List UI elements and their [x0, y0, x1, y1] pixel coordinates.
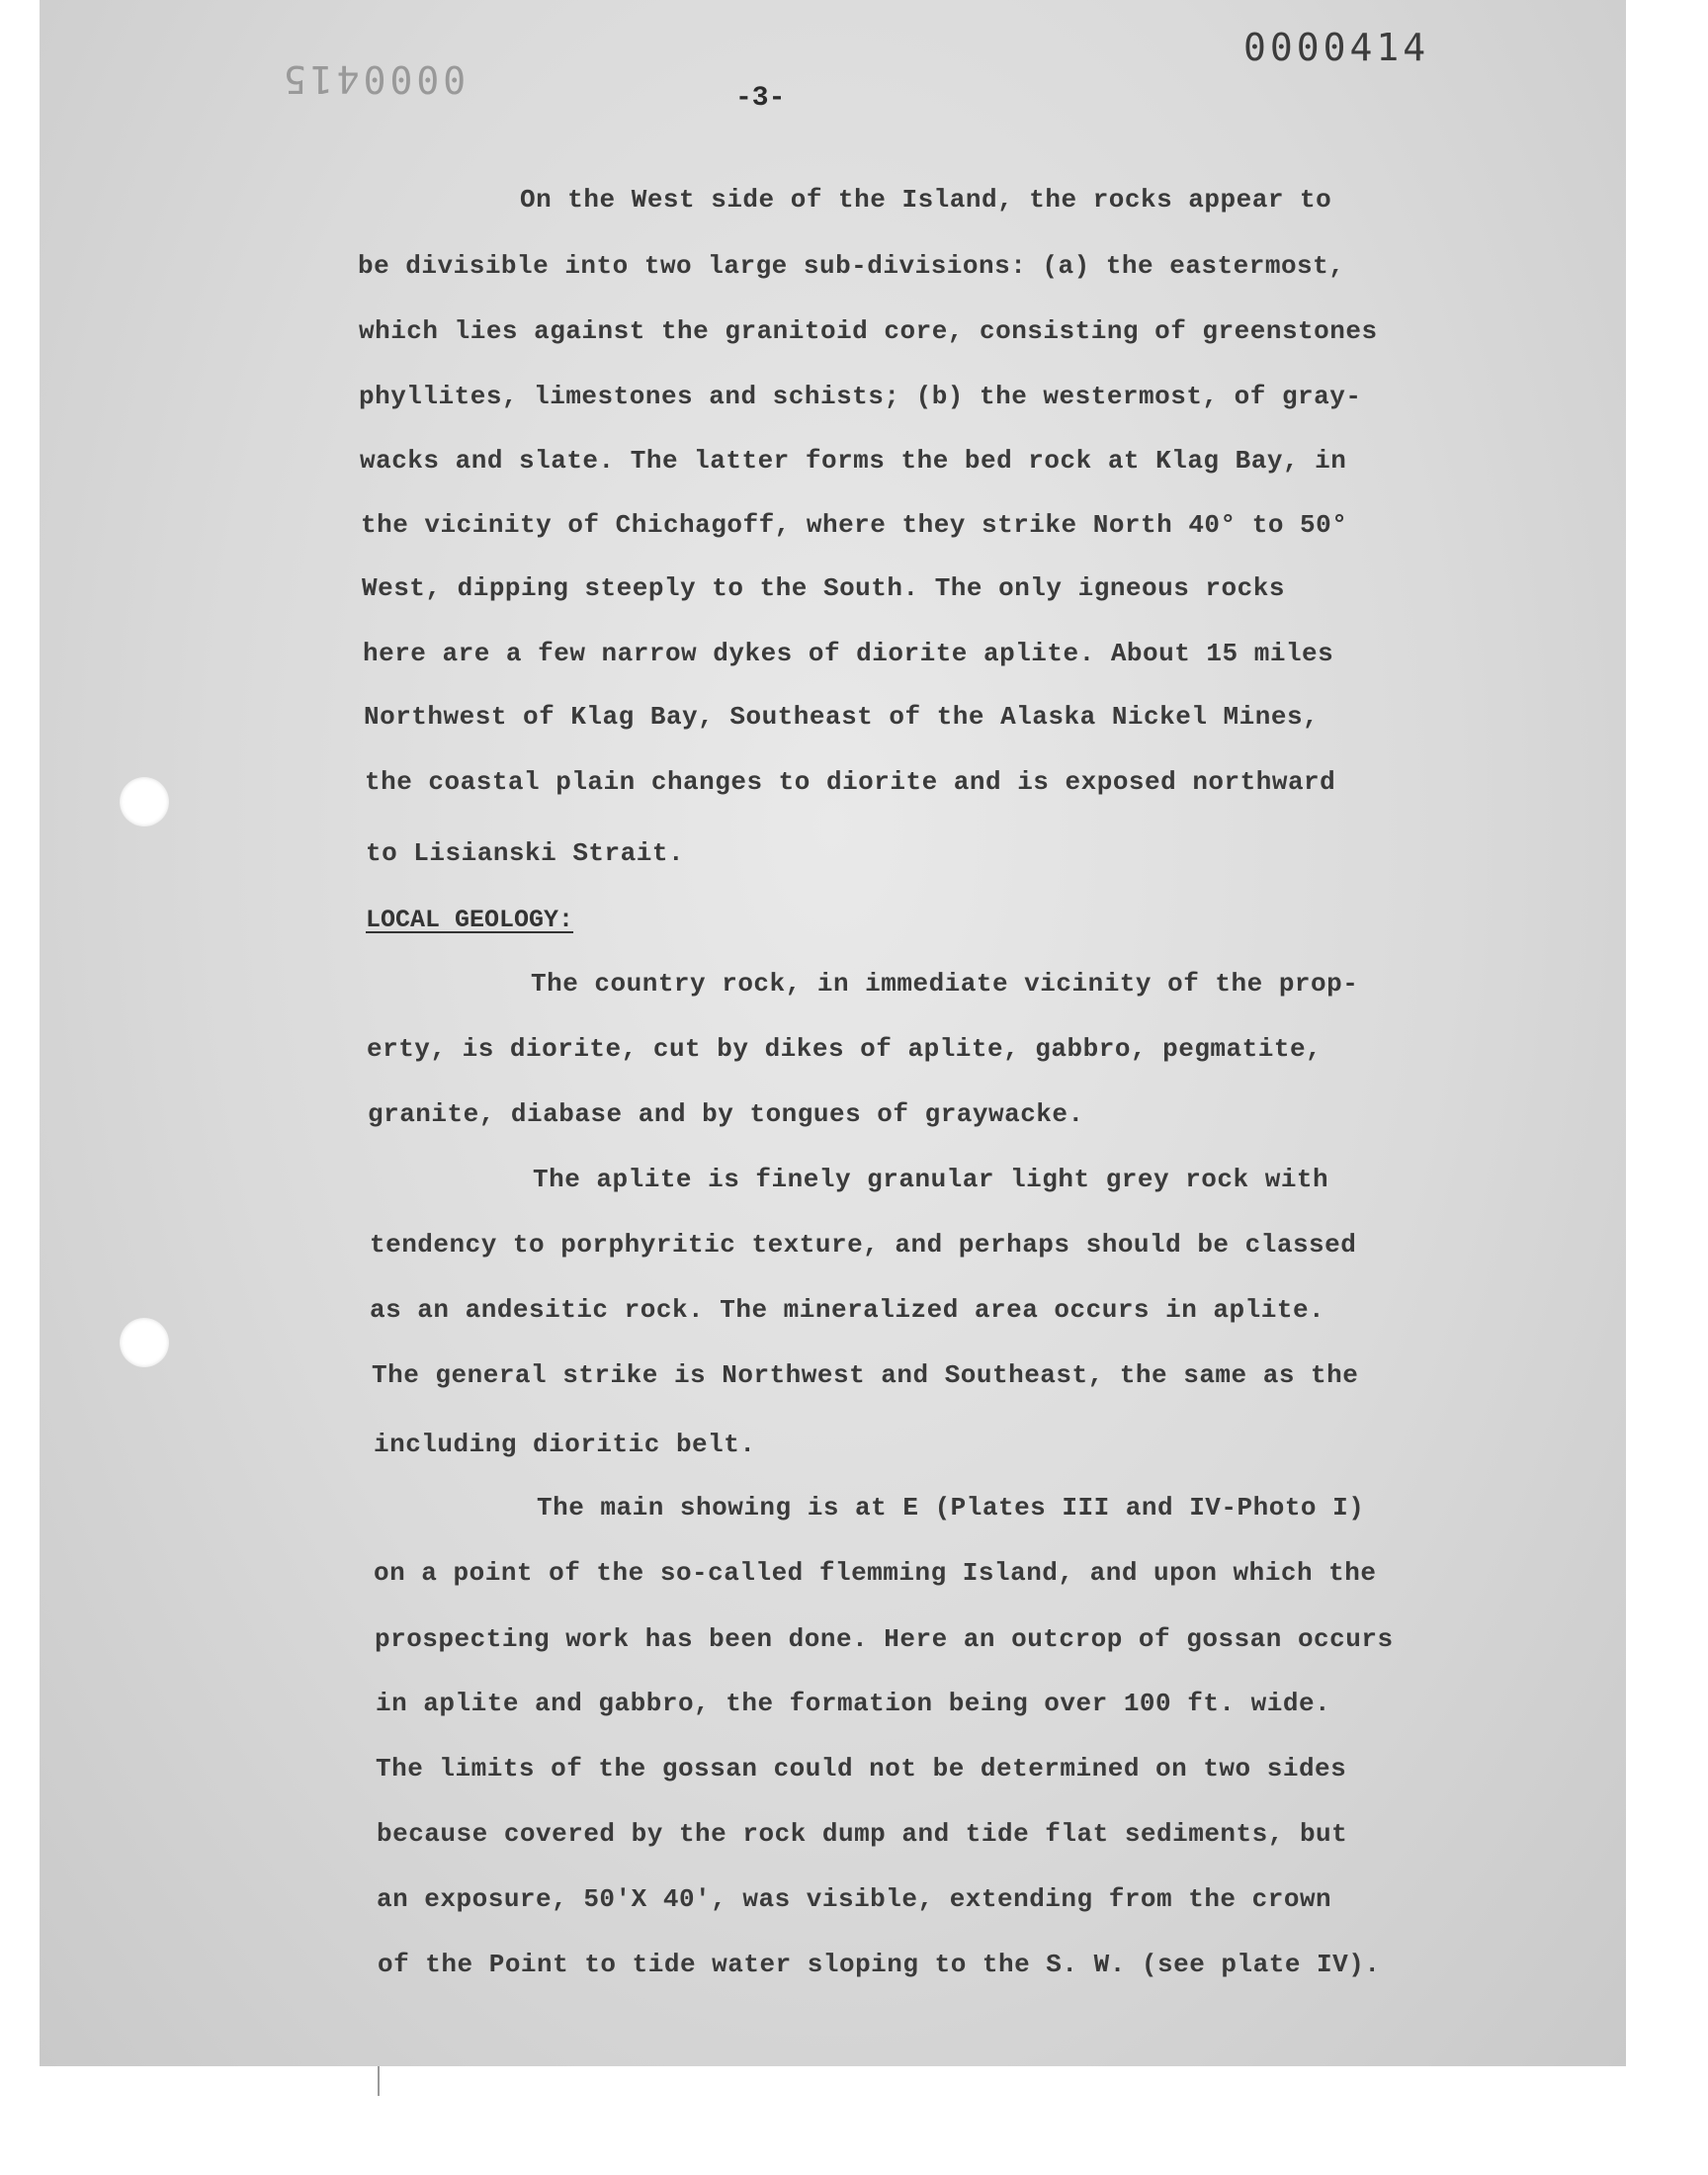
text-line: of the Point to tide water sloping to the S. W. (see plate IV).: [378, 1950, 1381, 1979]
text-line: tendency to porphyritic texture, and perhaps should be classed: [370, 1230, 1357, 1260]
text-line: the vicinity of Chichagoff, where they strike North 40° to 50°: [361, 510, 1348, 540]
text-line: West, dipping steeply to the South. The only igneous rocks: [362, 573, 1285, 603]
text-line: an exposure, 50'X 40', was visible, extending from the crown: [377, 1884, 1332, 1914]
text-line: Northwest of Klag Bay, Southeast of the Alaska Nickel Mines,: [364, 702, 1320, 732]
text-line: as an andesitic rock. The mineralized area occurs in aplite.: [370, 1295, 1325, 1325]
text-line: On the West side of the Island, the rocks appear to: [520, 185, 1332, 215]
text-line: granite, diabase and by tongues of graywacke.: [368, 1099, 1084, 1129]
text-line: be divisible into two large sub-divisions: (a) the eastermost,: [358, 251, 1345, 281]
text-line: phyllites, limestones and schists; (b) the westermost, of gray-: [359, 382, 1362, 411]
section-heading: LOCAL GEOLOGY:: [366, 906, 574, 934]
text-line: to Lisianski Strait.: [366, 838, 685, 868]
page-number: -3-: [735, 83, 786, 114]
bleed-through-stamp: 0000415: [280, 57, 467, 101]
document-number-stamp: 0000414: [1243, 26, 1430, 69]
text-line: including dioritic belt.: [374, 1430, 756, 1459]
text-line: prospecting work has been done. Here an outcrop of gossan occurs: [375, 1624, 1394, 1654]
text-line: which lies against the granitoid core, consisting of greenstones: [359, 316, 1378, 346]
punch-hole: [120, 777, 169, 826]
text-line: The general strike is Northwest and Southeast, the same as the: [372, 1360, 1359, 1390]
text-line: The limits of the gossan could not be determined on two sides: [376, 1754, 1347, 1784]
text-line: The aplite is finely granular light grey rock with: [533, 1165, 1329, 1194]
text-line: because covered by the rock dump and tide flat sediments, but: [377, 1819, 1348, 1849]
text-line: The main showing is at E (Plates III and IV-Photo I): [537, 1493, 1365, 1522]
punch-hole: [120, 1318, 169, 1367]
text-line: in aplite and gabbro, the formation being over 100 ft. wide.: [376, 1689, 1331, 1718]
scan-edge-mark: [378, 2066, 380, 2096]
text-line: here are a few narrow dykes of diorite aplite. About 15 miles: [363, 639, 1334, 668]
text-line: wacks and slate. The latter forms the bed rock at Klag Bay, in: [360, 446, 1347, 476]
text-line: The country rock, in immediate vicinity of the prop-: [531, 969, 1359, 999]
text-line: erty, is diorite, cut by dikes of aplite, gabbro, pegmatite,: [367, 1034, 1323, 1064]
text-line: the coastal plain changes to diorite and is exposed northward: [365, 767, 1336, 797]
text-line: on a point of the so-called flemming Island, and upon which the: [374, 1558, 1377, 1588]
